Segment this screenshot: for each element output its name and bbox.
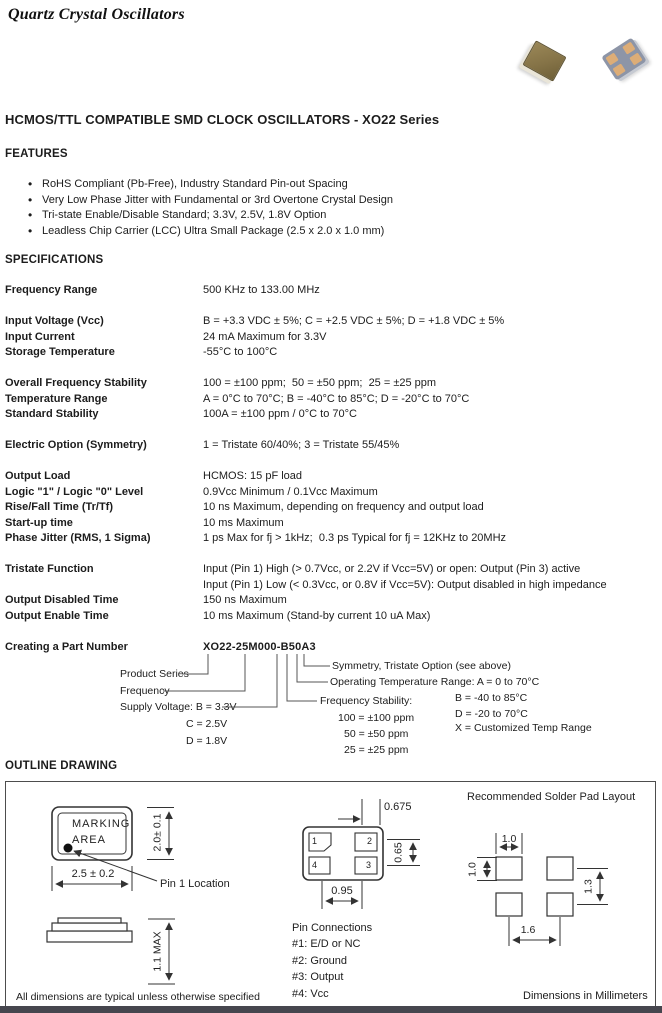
pad-number-1: 1 <box>312 836 318 846</box>
chip-pad-icon <box>622 42 635 55</box>
pin1-location-label: Pin 1 Location <box>160 878 230 890</box>
pin-connection-item <box>292 936 452 953</box>
spec-row <box>5 314 662 330</box>
page-title: Quartz Crystal Oscillators <box>8 6 185 23</box>
pn-label-temp-x: X = Customized Temp Range <box>455 722 592 734</box>
pin-connections-list <box>292 936 452 1002</box>
pn-label-stability-100: 100 = ±100 ppm <box>338 712 415 724</box>
chip-pad-icon <box>613 63 626 76</box>
feature-text: • Leadless Chip Carrier (LCC) Ultra Small Package (2.5 x 2.0 x 1.0 mm) <box>42 224 385 237</box>
marking-area-text-2: AREA <box>72 834 106 846</box>
spec-row <box>5 516 662 532</box>
spec-value: 10 ms Maximum <box>203 516 284 529</box>
pn-label-supply-voltage: Supply Voltage: B = 3.3V <box>120 701 237 713</box>
spec-label: Start-up time <box>5 516 73 529</box>
spec-row <box>5 485 662 501</box>
spec-row <box>5 469 662 485</box>
dim-label-13: 1.3 <box>582 879 595 894</box>
spec-row <box>5 407 662 423</box>
spec-value: B = +3.3 VDC ± 5%; C = +2.5 VDC ± 5%; D = +1.8 VDC ± 5% <box>203 315 505 327</box>
pad-number-4: 4 <box>312 860 318 870</box>
feature-item <box>28 224 628 240</box>
dim-label-0675: 0.675 <box>384 801 412 813</box>
spec-value: 100A = ±100 ppm / 0°C to 70°C <box>203 408 357 420</box>
spec-label: Output Disabled Time <box>5 594 119 606</box>
spec-label: Input Current <box>5 330 75 343</box>
spec-value: 10 ms Maximum (Stand-by current 10 uA Max) <box>203 609 431 622</box>
spec-label: Temperature Range <box>5 392 108 405</box>
spec-value: Input (Pin 1) High (> 0.7Vcc, or 2.2V if Vcc=5V) or open: Output (Pin 3) active Input (Pin 1) Low (< 0.3Vcc, or 0.8V if Vcc=5V): Output disabled in high impedance <box>203 563 607 591</box>
pin-connection-text: #3: Output <box>292 971 344 983</box>
spec-label: Rise/Fall Time (Tr/Tf) <box>5 501 113 513</box>
spec-value: 100 = ±100 ppm; 50 = ±50 ppm; 25 = ±25 ppm <box>203 377 437 389</box>
marking-area-text-1: MARKING <box>72 818 131 830</box>
spec-label: Phase Jitter (RMS, 1 Sigma) <box>5 532 151 544</box>
pad-number-3: 3 <box>366 860 372 870</box>
spec-row <box>5 345 662 361</box>
spec-label: Output Enable Time <box>5 609 109 622</box>
pn-label-frequency: Frequency <box>120 685 170 697</box>
pn-label-temp-b: B = -40 to 85°C <box>455 692 528 704</box>
chip-pad-icon <box>605 52 618 65</box>
oscillator-photo-metal-lid <box>522 40 566 81</box>
pin-connections-block <box>292 920 452 1002</box>
features-heading: FEATURES <box>5 148 68 160</box>
pin-connection-item <box>292 953 452 970</box>
outline-drawing-heading: OUTLINE DRAWING <box>5 760 118 772</box>
spec-label: Output Load <box>5 470 71 482</box>
dim-label-height: 2.0± 0.1 <box>151 813 164 852</box>
pn-label-supply-d: D = 1.8V <box>186 735 228 747</box>
feature-item <box>28 193 628 209</box>
spec-value: XO22-25M000-B50A3 <box>203 640 316 653</box>
spec-label: Creating a Part Number <box>5 640 128 653</box>
specifications-table <box>5 283 662 655</box>
footer-bar <box>0 1006 662 1013</box>
pin-connections-title: Pin Connections <box>292 922 373 934</box>
spec-row <box>5 609 662 625</box>
spec-row <box>5 562 662 593</box>
spec-label: Logic "1" / Logic "0" Level <box>5 485 144 498</box>
spec-label: Frequency Range <box>5 284 98 296</box>
dimensions-note: All dimensions are typical unless otherwise specified <box>16 991 260 1003</box>
spec-value: 150 ns Maximum <box>203 594 287 606</box>
pin-connection-text: #1: E/D or NC <box>292 938 361 950</box>
spec-value: -55°C to 100°C <box>203 346 278 358</box>
pn-label-operating-temp: Operating Temperature Range: A = 0 to 70°C <box>330 676 540 688</box>
spec-row <box>5 283 662 299</box>
pin-connection-text: #2: Ground <box>292 954 348 967</box>
spec-value: 500 KHz to 133.00 MHz <box>203 284 320 296</box>
spec-row <box>5 593 662 609</box>
dim-label-16: 1.6 <box>520 924 536 936</box>
feature-text: • Tri-state Enable/Disable Standard; 3.3V, 2.5V, 1.8V Option <box>42 209 327 221</box>
document-heading: HCMOS/TTL COMPATIBLE SMD CLOCK OSCILLATORS - XO22 Series <box>5 112 440 127</box>
pn-label-stability-50: 50 = ±50 ppm <box>344 728 409 740</box>
features-list <box>28 177 628 239</box>
spec-value: 1 ps Max for fj > 1kHz; 0.3 ps Typical for fj = 12KHz to 20MHz <box>203 532 507 544</box>
pn-label-product-series: Product Series <box>120 668 189 680</box>
spec-row <box>5 531 662 547</box>
feature-text: • RoHS Compliant (Pb-Free), Industry Standard Pin-out Spacing <box>42 178 348 190</box>
chip-pad-icon <box>629 53 642 66</box>
spec-row <box>5 376 662 392</box>
pin-connection-item <box>292 986 452 1003</box>
feature-item <box>28 177 628 193</box>
spec-value: 1 = Tristate 60/40%; 3 = Tristate 55/45% <box>203 439 400 451</box>
pin-connection-item <box>292 969 452 986</box>
oscillator-photo-pad-side <box>601 37 646 80</box>
specifications-heading: SPECIFICATIONS <box>5 254 104 266</box>
units-note: Dimensions in Millimeters <box>523 990 648 1002</box>
spec-value: 0.9Vcc Minimum / 0.1Vcc Maximum <box>203 485 378 498</box>
pin-connection-text: #4: Vcc <box>292 987 329 1000</box>
solder-pad-layout-title: Recommended Solder Pad Layout <box>467 791 636 803</box>
dim-label-10-left: 1.0 <box>466 862 479 877</box>
pn-label-symmetry: Symmetry, Tristate Option (see above) <box>332 660 511 672</box>
pn-label-stability-25: 25 = ±25 ppm <box>344 744 409 756</box>
spec-label: Electric Option (Symmetry) <box>5 439 147 451</box>
pn-label-frequency-stability: Frequency Stability: <box>320 695 413 707</box>
spec-value: HCMOS: 15 pF load <box>203 470 303 482</box>
spec-value: 24 mA Maximum for 3.3V <box>203 330 327 343</box>
spec-label: Tristate Function <box>5 563 94 575</box>
feature-text: • Very Low Phase Jitter with Fundamental or 3rd Overtone Crystal Design <box>42 193 393 206</box>
spec-row <box>5 500 662 516</box>
dim-label-065: 0.65 <box>392 842 405 863</box>
spec-value: 10 ns Maximum, depending on frequency and output load <box>203 501 484 513</box>
spec-label: Input Voltage (Vcc) <box>5 315 104 327</box>
spec-row <box>5 438 662 454</box>
spec-row <box>5 640 662 656</box>
dim-label-side-height: 1.1 MAX <box>151 931 164 972</box>
dim-label-095: 0.95 <box>331 885 353 897</box>
spec-row <box>5 392 662 408</box>
spec-label: Standard Stability <box>5 408 99 420</box>
part-number-connectors <box>163 654 330 707</box>
dim-label-width: 2.5 ± 0.2 <box>71 868 115 880</box>
spec-label: Overall Frequency Stability <box>5 377 147 389</box>
dim-label-10-top: 1.0 <box>501 833 517 845</box>
pad-number-2: 2 <box>367 836 373 846</box>
pn-label-temp-d: D = -20 to 70°C <box>455 708 528 720</box>
spec-row <box>5 330 662 346</box>
pn-label-supply-c: C = 2.5V <box>186 718 228 730</box>
spec-label: Storage Temperature <box>5 346 115 358</box>
feature-item <box>28 208 628 224</box>
spec-value: A = 0°C to 70°C; B = -40°C to 85°C; D = -20°C to 70°C <box>203 392 470 405</box>
